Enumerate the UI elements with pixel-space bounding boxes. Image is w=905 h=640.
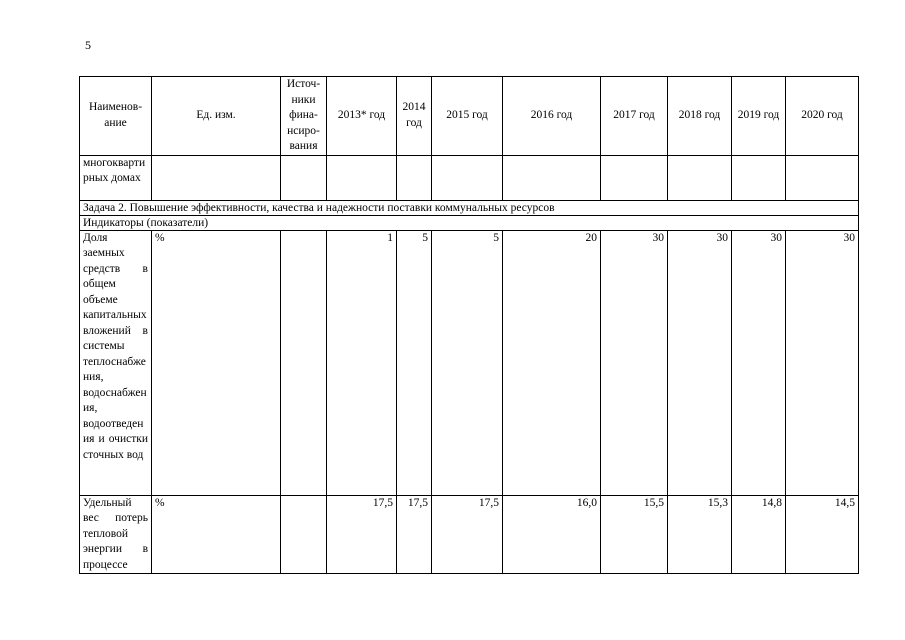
cell-value-2017: 15,5 <box>601 495 668 574</box>
cell-source <box>281 155 327 200</box>
header-name: Наименование <box>80 77 152 156</box>
cell-value-2018: 30 <box>668 230 732 495</box>
cell-value <box>786 155 859 200</box>
header-2016: 2016 год <box>503 77 601 156</box>
cell-value <box>732 155 786 200</box>
header-2014-text: 2014 год <box>402 101 426 129</box>
cell-value <box>668 155 732 200</box>
header-2019: 2019 год <box>732 77 786 156</box>
header-2013: 2013* год <box>327 77 397 156</box>
cell-name: Доля заемных средств в общем объеме капитальных вложений в системы теплоснабжения, водоснабжения, водоотведения и очистки сточных вод <box>80 230 152 495</box>
indicators-heading: Индикаторы (показатели) <box>80 215 859 230</box>
header-2020: 2020 год <box>786 77 859 156</box>
cell-value-2020: 30 <box>786 230 859 495</box>
cell-unit: % <box>152 495 281 574</box>
table-row <box>80 495 859 574</box>
cell-value-2016: 16,0 <box>503 495 601 574</box>
header-2015: 2015 год <box>432 77 503 156</box>
table-row <box>80 155 859 200</box>
cell-source <box>281 495 327 574</box>
cell-value <box>397 155 432 200</box>
task-heading: Задача 2. Повышение эффективности, качества и надежности поставки коммунальных ресурсов <box>80 200 859 215</box>
cell-name: Удельный вес потерь тепловой энергии в процессе <box>80 495 152 574</box>
table-header-row <box>80 77 859 156</box>
table-row <box>80 230 859 495</box>
cell-value <box>432 155 503 200</box>
cell-value-2014: 5 <box>397 230 432 495</box>
indicators-row <box>80 215 859 230</box>
cell-value <box>327 155 397 200</box>
cell-source <box>281 230 327 495</box>
cell-value-2020: 14,5 <box>786 495 859 574</box>
header-2017: 2017 год <box>601 77 668 156</box>
cell-value-2013: 17,5 <box>327 495 397 574</box>
cell-value-2018: 15,3 <box>668 495 732 574</box>
cell-value-2014: 17,5 <box>397 495 432 574</box>
header-source: Источники финансирования <box>281 77 327 156</box>
indicators-table <box>79 76 859 574</box>
cell-value-2013: 1 <box>327 230 397 495</box>
cell-name: многоквартирных домах <box>80 155 152 200</box>
cell-value <box>601 155 668 200</box>
cell-value-2015: 5 <box>432 230 503 495</box>
cell-value-2019: 14,8 <box>732 495 786 574</box>
cell-unit <box>152 155 281 200</box>
task-row <box>80 200 859 215</box>
header-2014 <box>397 77 432 156</box>
cell-value <box>503 155 601 200</box>
cell-value-2016: 20 <box>503 230 601 495</box>
header-2018: 2018 год <box>668 77 732 156</box>
cell-value-2015: 17,5 <box>432 495 503 574</box>
cell-value-2019: 30 <box>732 230 786 495</box>
page-number: 5 <box>85 38 91 52</box>
cell-value-2017: 30 <box>601 230 668 495</box>
header-unit: Ед. изм. <box>152 77 281 156</box>
cell-unit: % <box>152 230 281 495</box>
